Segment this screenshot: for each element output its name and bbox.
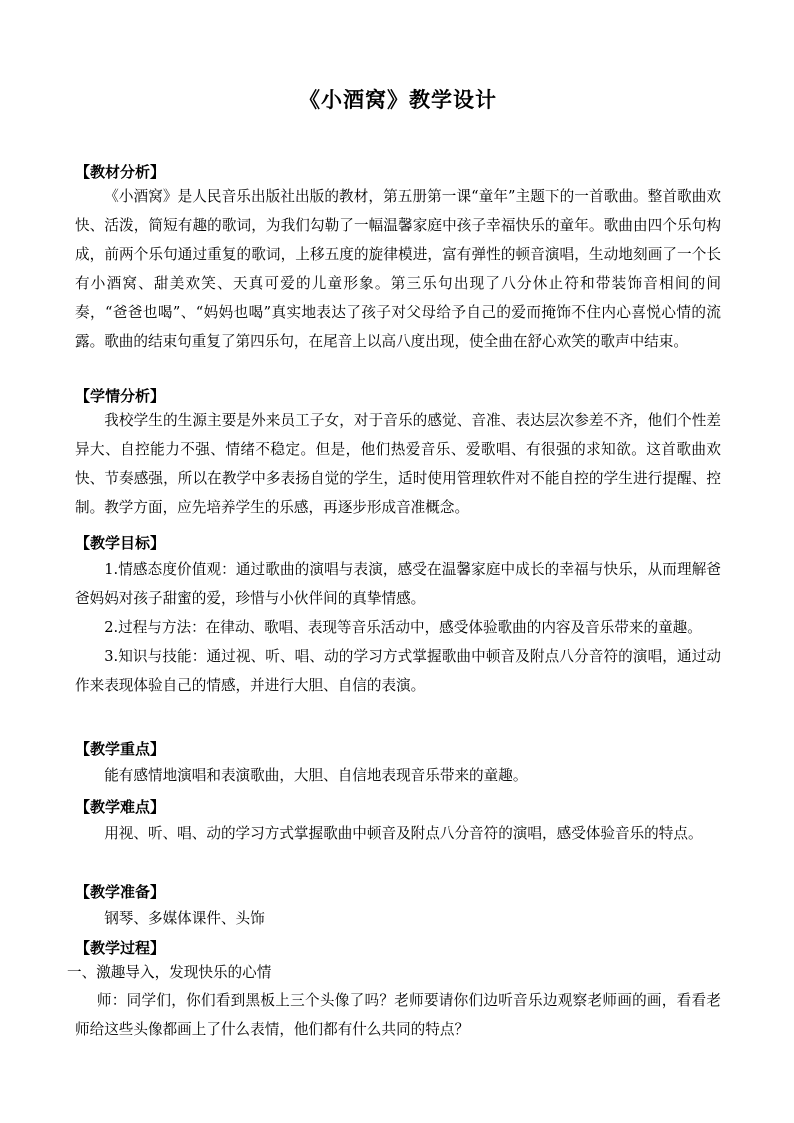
section-preparation xyxy=(75,882,721,933)
section-heading-key-points: 【教学重点】 xyxy=(75,740,166,758)
goal-item-3: 3.知识与技能：通过视、听、唱、动的学习方式掌握歌曲中顿音及附点八分音符的演唱，通过动作来表现体验自己的情感，并进行大胆、自信的表演。 xyxy=(75,648,721,694)
process-step-1-text: 师：同学们，你们看到黑板上三个头像了吗？老师要请你们边听音乐边观察老师画的画，看看老师给这些头像都画上了什么表情，他们都有什么共同的特点？ xyxy=(75,992,721,1038)
section-heading-preparation: 【教学准备】 xyxy=(75,883,166,901)
document-title: 《小酒窝》教学设计 xyxy=(299,87,497,112)
goal-item-1: 1.情感态度价值观：通过歌曲的演唱与表演，感受在温馨家庭中成长的幸福与快乐，从而理解爸爸妈妈对孩子甜蜜的爱，珍惜与小伙伴间的真挚情感。 xyxy=(75,561,721,607)
section-heading-students: 【学情分析】 xyxy=(75,387,166,405)
section-heading-process: 【教学过程】 xyxy=(75,939,166,957)
difficulties-paragraph: 用视、听、唱、动的学习方式掌握歌曲中顿音及附点八分音符的演唱，感受体验音乐的特点。 xyxy=(104,825,703,842)
section-goals xyxy=(75,533,721,700)
process-step-1-title: 一、激趣导入，发现快乐的心情 xyxy=(67,964,272,981)
section-students xyxy=(75,386,721,522)
section-heading-goals: 【教学目标】 xyxy=(75,534,166,552)
goal-item-2: 2.过程与方法：在律动、歌唱、表现等音乐活动中，感受体验歌曲的内容及音乐带来的童趣。 xyxy=(104,619,702,636)
material-paragraph: 《小酒窝》是人民音乐出版社出版的教材，第五册第一课“童年”主题下的一首歌曲。整首歌曲欢快、活泼，简短有趣的歌词，为我们勾勒了一幅温馨家庭中孩子幸福快乐的童年。歌曲由四个乐句构成，前两个乐句通过重复的歌词，上移五度的旋律模进，富有弹性的顿音演唱，生动地刻画了一个长有小酒窝、甜美欢笑、天真可爱的儿童形象。第三乐句出现了八分休止符和带装饰音相间的间奏，“爸爸也喝”、“妈妈也喝”真实地表达了孩子对父母给予自己的爱而掩饰不住内心喜悦心情的流露。歌曲的结束句重复了第四乐句，在尾音上以高八度出现，使全曲在舒心欢笑的歌声中结束。 xyxy=(75,188,721,350)
section-heading-difficulties: 【教学难点】 xyxy=(75,798,166,816)
section-heading-material: 【教材分析】 xyxy=(75,163,166,181)
section-material xyxy=(75,162,721,356)
section-difficulties xyxy=(75,797,721,848)
preparation-paragraph: 钢琴、多媒体课件、头饰 xyxy=(104,910,265,927)
students-paragraph: 我校学生的生源主要是外来员工子女，对于音乐的感觉、音准、表达层次参差不齐，他们个性差异大、自控能力不强、情绪不稳定。但是，他们热爱音乐、爱歌唱、有很强的求知欲。这首歌曲欢快、节奏感强，所以在教学中多表扬自觉的学生，适时使用管理软件对不能自控的学生进行提醒、控制。教学方面，应先培养学生的乐感，再逐步形成音准概念。 xyxy=(75,412,721,516)
section-process xyxy=(67,938,721,1044)
section-key-points xyxy=(75,739,721,790)
key-points-paragraph: 能有感情地演唱和表演歌曲，大胆、自信地表现音乐带来的童趣。 xyxy=(104,767,528,784)
